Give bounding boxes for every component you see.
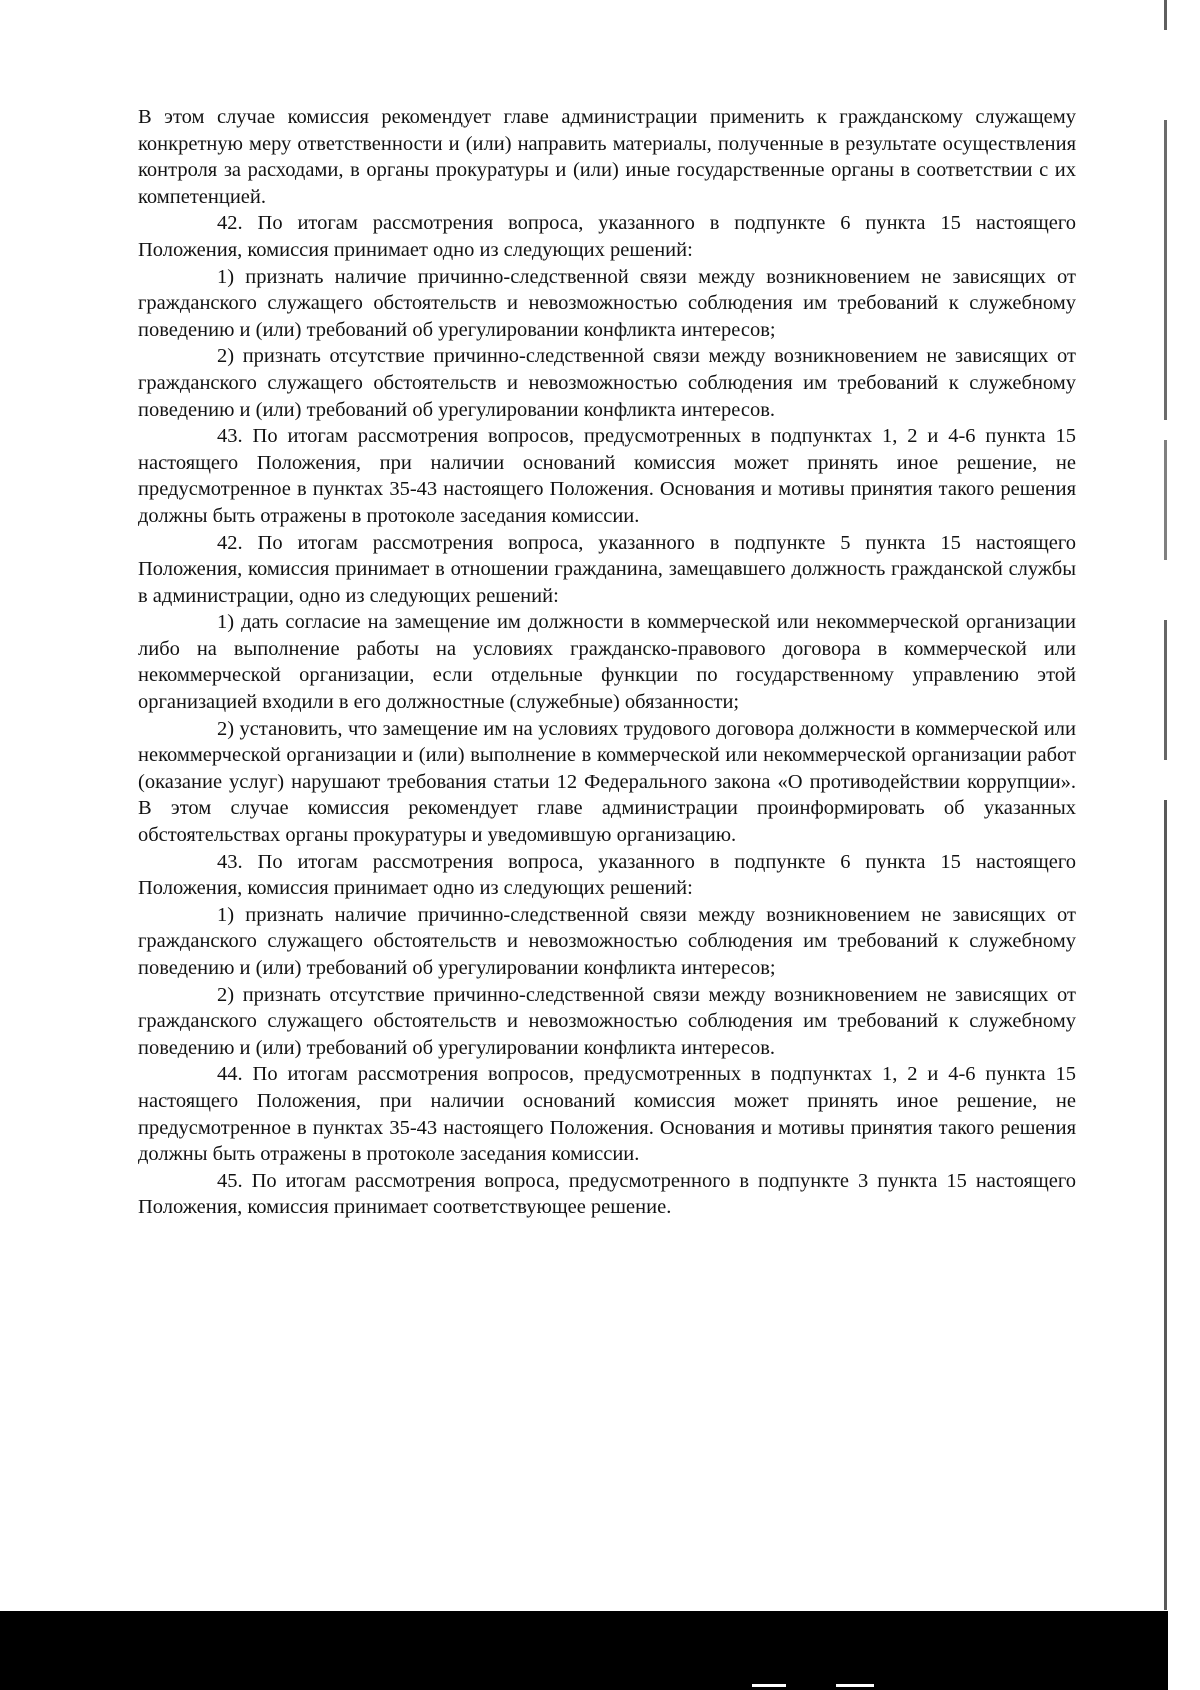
paragraph-subitem-2: 2) установить, что замещение им на условиях трудового договора должности в коммерческой или некоммерческой организации и (или) выполнение в коммерческой или некоммерческой организации работ (оказание услуг) нарушают требования статьи 12 Федерального закона «О противодействии коррупции». В этом случае комиссия рекомендует главе администрации проинформировать об указанных обстоятельствах органы прокуратуры и уведомившую организацию. xyxy=(138,717,1076,847)
paragraph-subitem-1: 1) признать наличие причинно-следственной связи между возникновением не зависящих от гражданского служащего обстоятельств и невозможностью соблюдения им требований к служебному поведению и (или) требований об урегулировании конфликта интересов; xyxy=(138,265,1076,341)
paragraph-item-42-second: 42. По итогам рассмотрения вопроса, указанного в подпункте 5 пункта 15 настоящего Положения, комиссия принимает в отношении гражданина, замещавшего должность гражданской службы в администрации, одно из следующих решений: xyxy=(138,531,1076,607)
paragraph-subitem-1: 1) признать наличие причинно-следственной связи между возникновением не зависящих от гражданского служащего обстоятельств и невозможностью соблюдения им требований к служебному поведению и (или) требований об урегулировании конфликта интересов; xyxy=(138,903,1076,979)
scan-artifact xyxy=(836,1684,874,1687)
paragraph-subitem-2: 2) признать отсутствие причинно-следственной связи между возникновением не зависящих от гражданского служащего обстоятельств и невозможностью соблюдения им требований к служебному поведению и (или) требований об урегулировании конфликта интересов. xyxy=(138,983,1076,1059)
scan-bottom-border xyxy=(0,1611,1168,1690)
scan-artifact xyxy=(752,1684,786,1687)
paragraph-item-43-first: 43. По итогам рассмотрения вопросов, предусмотренных в подпунктах 1, 2 и 4-6 пункта 15 настоящего Положения, при наличии оснований комиссия может принять иное решение, не предусмотренное в пунктах 35-43 настоящего Положения. Основания и мотивы принятия такого решения должны быть отражены в протоколе заседания комиссии. xyxy=(138,425,1076,527)
paragraph-subitem-2: 2) признать отсутствие причинно-следственной связи между возникновением не зависящих от гражданского служащего обстоятельств и невозможностью соблюдения им требований к служебному поведению и (или) требований об урегулировании конфликта интересов. xyxy=(138,345,1076,421)
paragraph-item-43-second: 43. По итогам рассмотрения вопроса, указанного в подпункте 6 пункта 15 настоящего Положения, комиссия принимает одно из следующих решений: xyxy=(138,850,1076,900)
paragraph-continuation: В этом случае комиссия рекомендует главе администрации применить к гражданскому служащему конкретную меру ответственности и (или) направить материалы, полученные в результате осуществления контроля за расходами, в органы прокуратуры и (или) иные государственные органы в соответствии с их компетенцией. xyxy=(138,106,1076,208)
paragraph-item-42-first: 42. По итогам рассмотрения вопроса, указанного в подпункте 6 пункта 15 настоящего Положения, комиссия принимает одно из следующих решений: xyxy=(138,212,1076,261)
paragraph-subitem-1: 1) дать согласие на замещение им должности в коммерческой или некоммерческой организации либо на выполнение работы на условиях гражданско-правового договора в коммерческой или некоммерческой организации, если отдельные функции по государственному управлению этой организацией входили в его должностные (служебные) обязанности; xyxy=(138,611,1076,714)
paragraph-item-44: 44. По итогам рассмотрения вопросов, предусмотренных в подпунктах 1, 2 и 4-6 пункта 15 настоящего Положения, при наличии оснований комиссия может принять иное решение, не предусмотренное в пунктах 35-43 настоящего Положения. Основания и мотивы принятия такого решения должны быть отражены в протоколе заседания комиссии. xyxy=(138,1063,1076,1166)
paragraph-item-45: 45. По итогам рассмотрения вопроса, предусмотренного в подпункте 3 пункта 15 настоящего Положения, комиссия принимает соответствующее решение. xyxy=(138,1169,1076,1219)
scan-right-edge xyxy=(1164,0,1167,1610)
document-body xyxy=(138,104,1076,1221)
